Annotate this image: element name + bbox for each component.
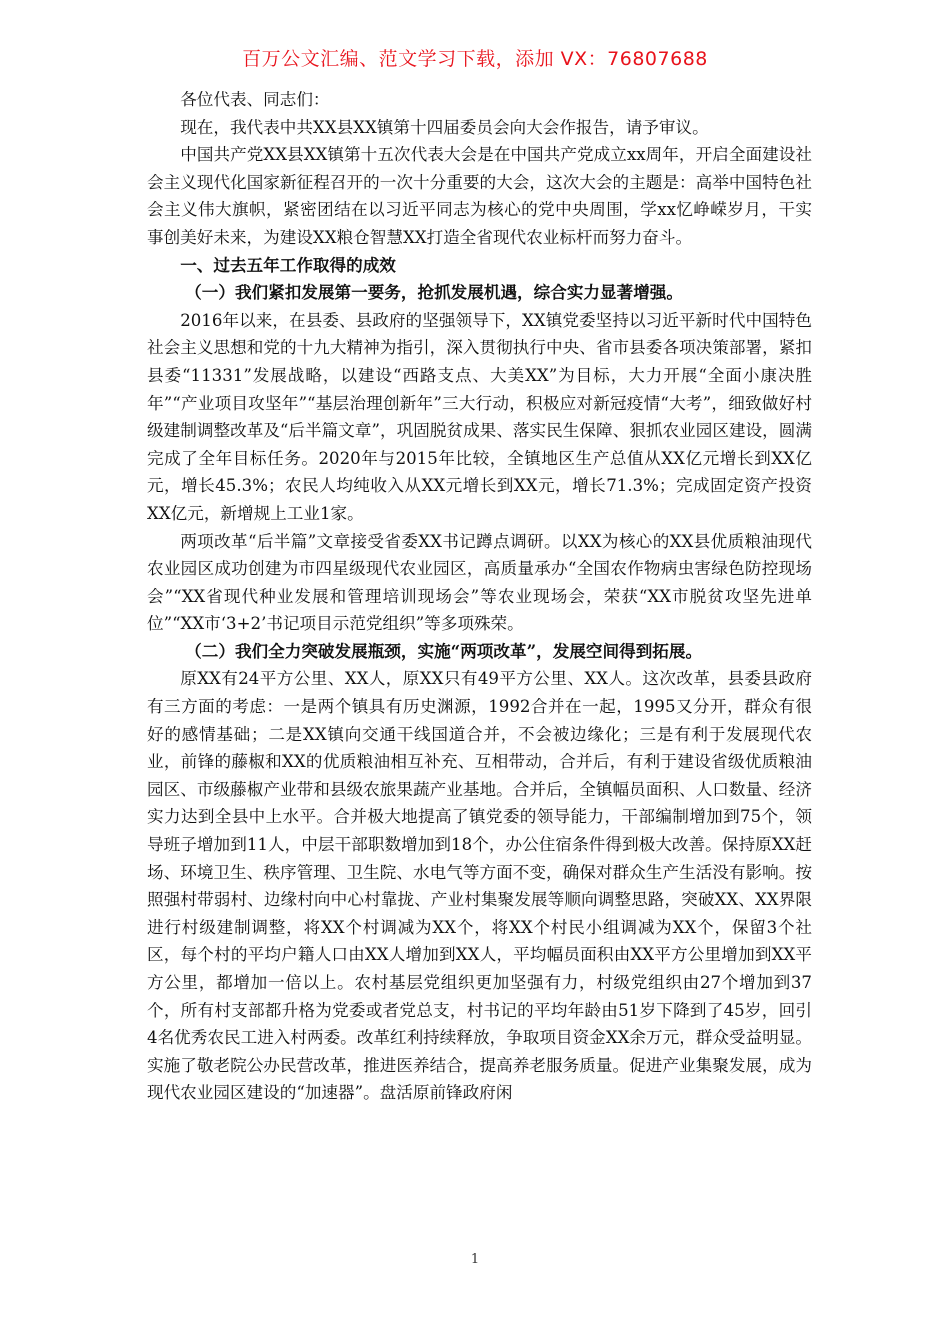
subsection-heading: （二）我们全力突破发展瓶颈，实施“两项改革”，发展空间得到拓展。 [185, 640, 703, 661]
body-paragraph: 各位代表、同志们： [180, 90, 330, 109]
body-paragraph: 现在，我代表中共XX县XX镇第十四届委员会向大会作报告，请予审议。 [180, 117, 709, 137]
body-paragraph: 2016年以来，在县委、县政府的坚强领导下，XX镇党委坚持以习近平新时代中国特色社会主义思想和党的十九大精神为指引，深入贯彻执行中央、省市县委各项决策部署，紧扣县委“11331”发展战略，以建设“西路支点、大美XX”为目标，大力开展“全面小康决胜年”“产业项目攻坚年”“基层治理创新年”三大行动，积极应对新冠疫情“大考”，细致做好村级建制调整改革及“后半篇文章”，巩固脱贫成果、落实民生保障、狠抓农业园区建设，圆满完成了全年目标任务。2020年与2015年比较，全镇地区生产总值从XX亿元增长到XX亿元，增长45.3%；农民人均纯收入从XX元增长到XX元，增长71.3%；完成固定资产投资XX亿元，新增规上工业1家。 [147, 310, 812, 523]
header-banner: 百万公文汇编、范文学习下载，添加 VX：76807688 [242, 48, 708, 70]
section-heading: 一、过去五年工作取得的成效 [180, 254, 396, 275]
body-paragraph: 两项改革“后半篇”文章接受省委XX书记蹲点调研。以XX为核心的XX县优质粮油现代农业园区成功创建为市四星级现代农业园区，高质量承办“全国农作物病虫害绿色防控现场会”“XX省现代种业发展和管理培训现场会”等农业现场会，荣获“XX市脱贫攻坚先进单位”“XX市‘3+2’书记项目示范党组织”等多项殊荣。 [147, 531, 812, 634]
document-body [147, 86, 812, 1107]
page-number: 1 [470, 1252, 480, 1267]
body-paragraph: 原XX有24平方公里、XX人，原XX只有49平方公里、XX人。这次改革，县委县政府有三方面的考虑：一是两个镇具有历史渊源，1992合并在一起，1995又分开，群众有很好的感情基础；二是XX镇向交通干线国道合并，不会被边缘化；三是有利于发展现代农业，前锋的藤椒和XX的优质粮油相互补充、互相带动，合并后，有利于建设省级优质粮油园区、市级藤椒产业带和县级农旅果蔬产业基地。合并后，全镇幅员面积、人口数量、经济实力达到全县中上水平。合并极大地提高了镇党委的领导能力，干部编制增加到75个，领导班子增加到11人，中层干部职数增加到18个，办公住宿条件得到极大改善。保持原XX赶场、环境卫生、秩序管理、卫生院、水电气等方面不变，确保对群众生产生活没有影响。按照强村带弱村、边缘村向中心村靠拢、产业村集聚发展等顺向调整思路，突破XX、XX界限进行村级建制调整，将XX个村调减为XX个，将XX个村民小组调减为XX个，保留3个社区，每个村的平均户籍人口由XX人增加到XX人，平均幅员面积由XX平方公里增加到XX平方公里，都增加一倍以上。农村基层党组织更加坚强有力，村级党组织由27个增加到37个，所有村支部都升格为党委或者党总支，村书记的平均年龄由51岁下降到了45岁，回引4名优秀农民工进入村两委。改革红利持续释放，争取项目资金XX余万元，群众受益明显。实施了敬老院公办民营改革，推进医养结合，提高养老服务质量。促进产业集聚发展，成为现代农业园区建设的“加速器”。盘活原前锋政府闲 [147, 669, 812, 1103]
body-paragraph: 中国共产党XX县XX镇第十五次代表大会是在中国共产党成立xx周年，开启全面建设社会主义现代化国家新征程召开的一次十分重要的大会，这次大会的主题是：高举中国特色社会主义伟大旗帜，紧密团结在以习近平同志为核心的党中央周围，学xx忆峥嵘岁月，干实事创美好未来，为建设XX粮仓智慧XX打造全省现代农业标杆而努力奋斗。 [147, 145, 812, 247]
subsection-heading: （一）我们紧扣发展第一要务，抢抓发展机遇，综合实力显著增强。 [185, 282, 683, 303]
